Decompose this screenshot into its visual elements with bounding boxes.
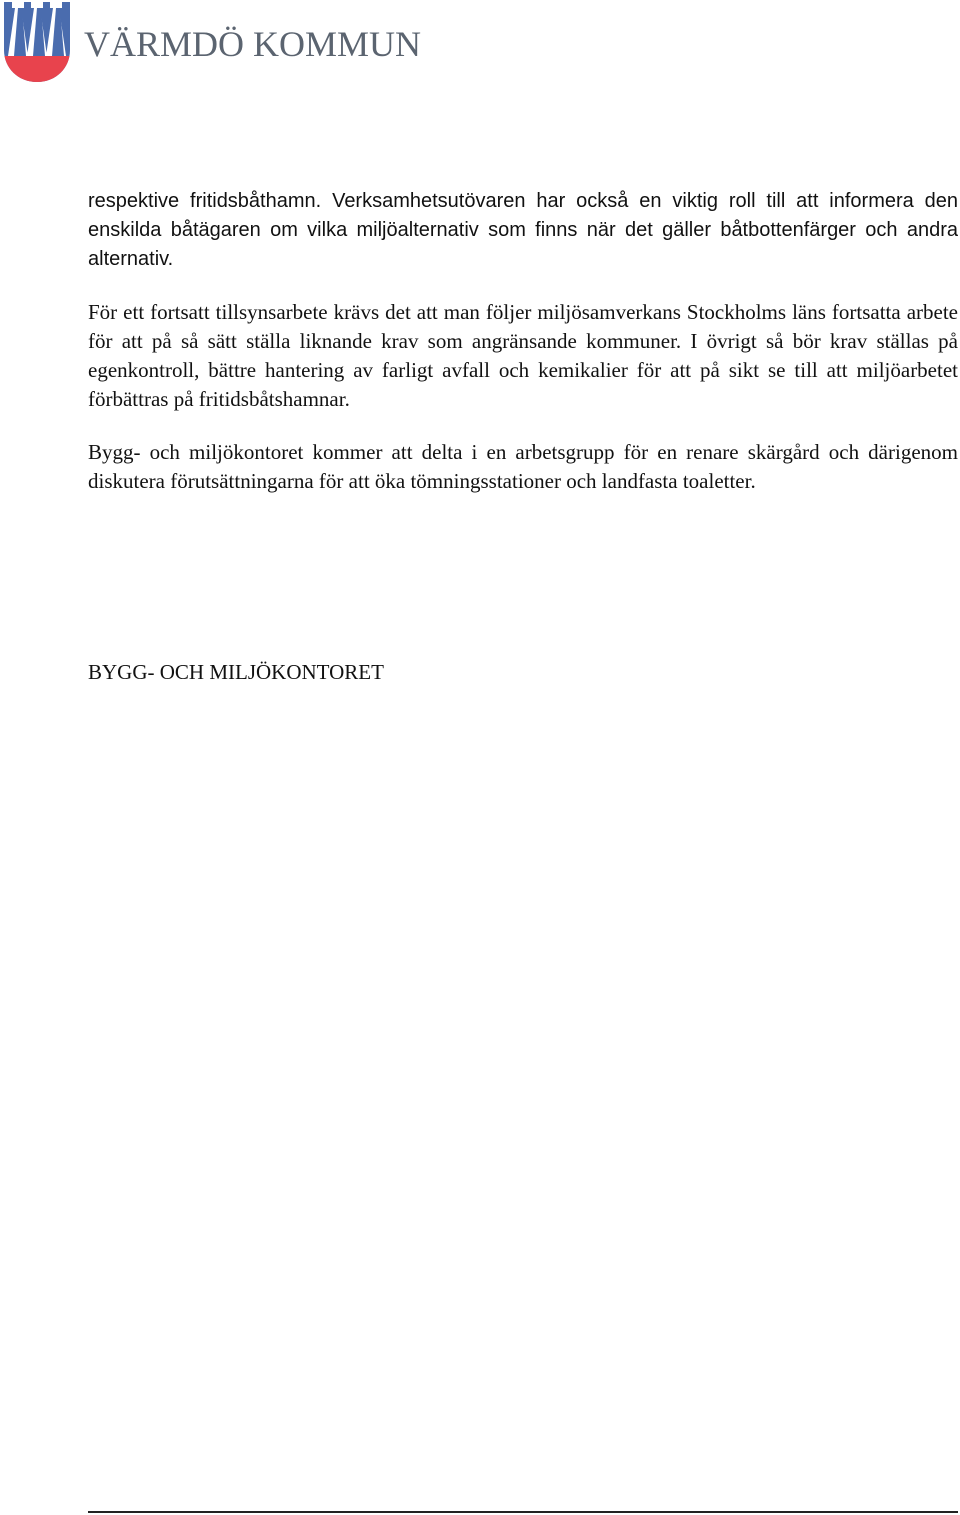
varmdo-coat-of-arms-icon xyxy=(4,2,70,82)
page-header xyxy=(0,0,960,90)
paragraph-1: respektive fritidsbåthamn. Verksamhetsutövaren har också en viktig roll till att informera den enskilda båtägaren om vilka miljöalternativ som finns när det gäller båtbottenfärger och andra alternativ. xyxy=(88,190,958,270)
paragraph-3: Bygg- och miljökontoret kommer att delta i en arbetsgrupp för en renare skärgård och därigenom diskutera förutsättningarna för att öka tömningsstationer och landfasta toaletter. xyxy=(88,440,958,493)
document-body xyxy=(88,187,958,520)
paragraph-2: För ett fortsatt tillsynsarbete krävs det att man följer miljösamverkans Stockholms läns fortsatta arbete för att på så sätt ställa liknande krav som angränsande kommuner. I övrigt så bör krav ställas på egenkontroll, bättre hantering av farligt avfall och kemikalier för att på sikt se till att miljöarbetet förbättras på fritidsbåtshamnar. xyxy=(88,300,958,411)
municipality-logo-text: VÄRMDÖ KOMMUN xyxy=(84,24,422,64)
footer-divider xyxy=(88,1511,958,1513)
signature-department: BYGG- OCH MILJÖKONTORET xyxy=(88,660,384,684)
